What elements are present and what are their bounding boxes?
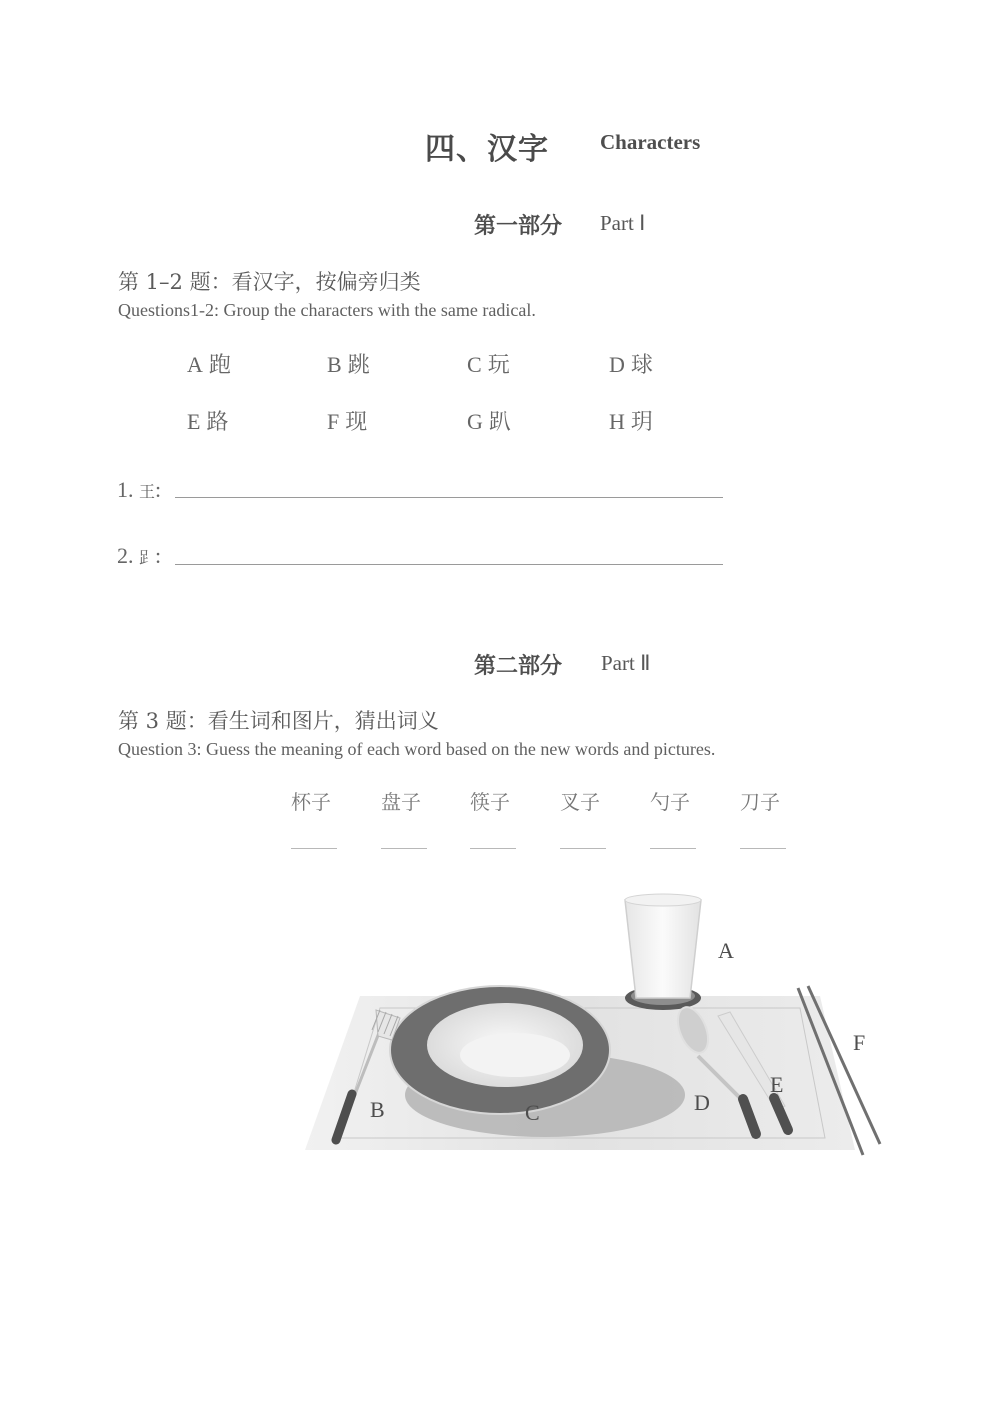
choice-f: F 现 [327,409,368,435]
choice-b: B 跳 [327,352,370,378]
choice-e: E 路 [187,409,229,435]
question-3-title-cn: 第 3 题：看生词和图片，猜出词义 [118,709,439,733]
glass-icon [625,894,701,1010]
blank-panzi[interactable] [381,848,427,849]
word-chazi: 叉子 [560,790,600,814]
choice-g: G 趴 [467,409,511,435]
question-3-title-en: Question 3: Guess the meaning of each word based on the new words and pictures. [118,739,716,759]
section-title-cn: 四、汉字 [425,132,549,167]
part1-heading-cn: 第一部分 [474,213,563,239]
label-f: F [853,1030,866,1055]
word-daozi: 刀子 [740,790,780,814]
choice-c: C 玩 [467,352,510,378]
answer-row-1: 1. 王: [117,477,162,502]
label-b: B [370,1097,385,1122]
choice-a: A 跑 [187,352,231,378]
word-beizi: 杯子 [291,790,331,814]
answer-line-2[interactable] [175,564,723,565]
choice-h: H 玥 [609,409,653,435]
word-panzi: 盘子 [381,790,421,814]
part1-heading [0,207,1000,241]
blank-chazi[interactable] [560,848,606,849]
blank-daozi[interactable] [740,848,786,849]
question-1-2-title-en: Questions1-2: Group the characters with the same radical. [118,300,536,320]
question-1-2-title-cn: 第 1–2 题：看汉字，按偏旁归类 [118,270,421,294]
radical-zu: 𧾷 [139,548,156,567]
label-c: C [525,1100,540,1125]
blank-beizi[interactable] [291,848,337,849]
table-setting-illustration [280,880,900,1170]
part2-heading-cn: 第二部分 [474,653,563,679]
blank-kuaizi[interactable] [470,848,516,849]
answer-line-1[interactable] [175,497,723,498]
part1-heading-en: Part Ⅰ [600,211,646,235]
label-d: D [694,1090,710,1115]
choice-d: D 球 [609,352,653,378]
answer-row-2: 2. 𧾷: [117,543,162,568]
plate-icon [390,986,610,1114]
section-title-en: Characters [600,130,701,154]
word-shaozi: 勺子 [650,790,690,814]
word-kuaizi: 筷子 [470,790,510,814]
label-a: A [718,938,734,963]
part2-heading [0,647,1000,681]
radical-wang: 王 [139,482,156,501]
part2-heading-en: Part Ⅱ [601,651,651,675]
label-e: E [770,1072,784,1097]
blank-shaozi[interactable] [650,848,696,849]
